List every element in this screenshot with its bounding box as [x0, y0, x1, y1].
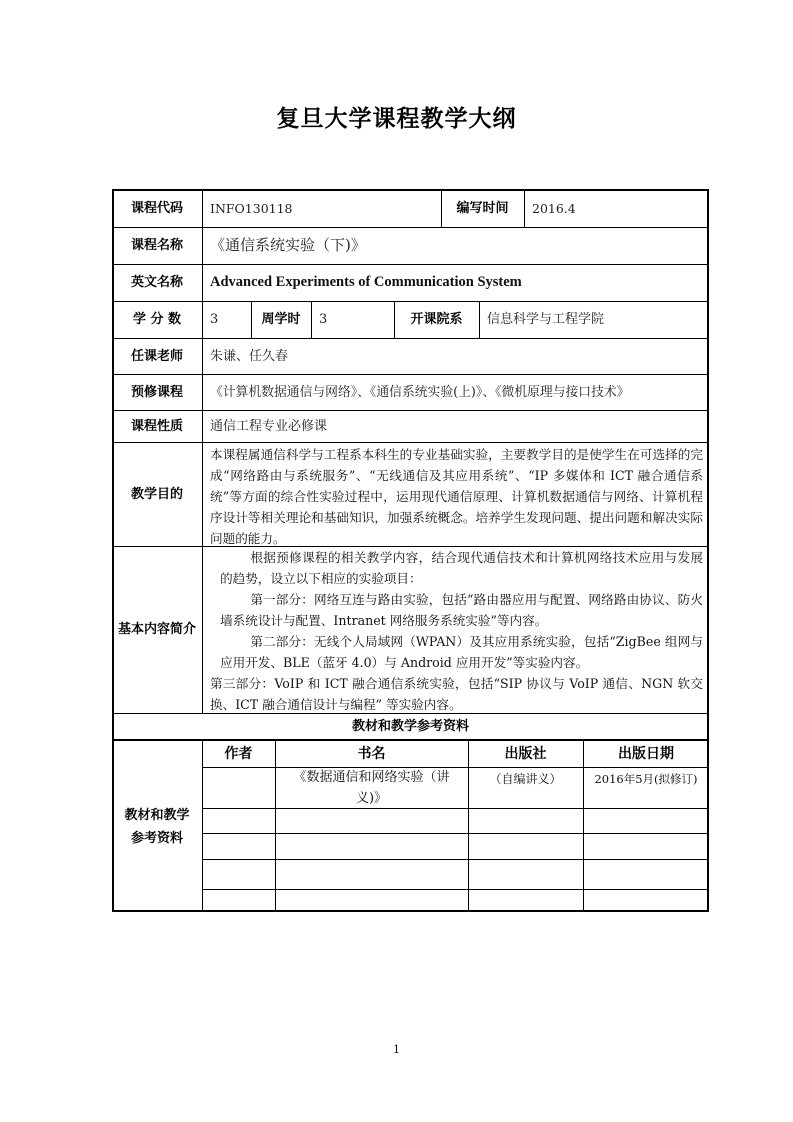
teachers-value: 朱谦、任久春: [210, 348, 289, 364]
table-cell-author: [202, 833, 275, 859]
table-cell-publisher: [468, 833, 583, 859]
english-name-label: 英文名称: [130, 275, 183, 290]
page-number: 1: [393, 1043, 400, 1056]
credits-value: 3: [210, 312, 219, 327]
credits-label: 学 分 数: [132, 312, 182, 327]
table-cell-date: [583, 808, 709, 833]
content-paragraph: 第一部分：网络互连与路由实验，包括“路由器应用与配置、网络路由协议、防火墙系统设计与配置、Intranet 网络服务系统实验”等内容。: [220, 592, 703, 628]
table-cell-author: [202, 767, 275, 808]
document-title: 复旦大学课程教学大纲: [276, 106, 517, 132]
content-paragraph: 第三部分：VoIP 和 ICT 融合通信系统实验，包括“SIP 协议与 VoIP 通信、NGN 软交换、ICT 融合通信设计与编程” 等实验内容。: [210, 676, 703, 712]
course-name-label: 课程名称: [130, 238, 183, 253]
table-cell-publisher: [468, 859, 583, 889]
weekly-hours-value: 3: [319, 312, 328, 327]
table-cell-publisher: （自编讲义）: [489, 772, 562, 786]
table-cell-title: [275, 859, 468, 889]
table-cell-publisher: [468, 808, 583, 833]
course-code-value: INFO130118: [210, 200, 293, 216]
content-paragraph: 根据预修课程的相关教学内容，结合现代通信技术和计算机网络技术应用与发展的趋势，设立以下相应的实验项目：: [220, 550, 703, 586]
references-side-label: 教材和教学参考资料: [124, 807, 190, 846]
course-name-value: 《通信系统实验（下)》: [210, 236, 366, 254]
english-name-value: Advanced Experiments of Communication System: [210, 274, 522, 290]
table-cell-title: [275, 833, 468, 859]
table-cell-title: 《数据通信和网络实验（讲义)》: [293, 770, 450, 806]
table-cell-title: [275, 808, 468, 833]
table-cell-title: [275, 889, 468, 911]
content-paragraph: 第二部分：无线个人局域网（WPAN）及其应用系统实验，包括“ZigBee 组网与应用开发、BLE（蓝牙 4.0）与 Android 应用开发”等实验内容。: [220, 634, 703, 670]
table-cell-author: [202, 808, 275, 833]
column-header-title: 书名: [357, 745, 386, 762]
table-cell-author: [202, 889, 275, 911]
column-header-publisher: 出版社: [504, 745, 547, 762]
table-cell-date: [583, 833, 709, 859]
table-cell-date: [583, 859, 709, 889]
content-label: 基本内容简介: [118, 622, 197, 637]
department-label: 开课院系: [410, 312, 463, 327]
course-nature-value: 通信工程专业必修课: [210, 418, 328, 434]
column-header-date: 出版日期: [618, 745, 674, 762]
teachers-label: 任课老师: [130, 348, 183, 364]
course-code-label: 课程代码: [130, 200, 183, 216]
department-value: 信息科学与工程学院: [487, 312, 605, 327]
table-cell-date: [583, 889, 709, 911]
table-cell-date: 2016年5月(拟修订): [594, 772, 698, 786]
content-text: [202, 546, 709, 713]
table-cell-publisher: [468, 889, 583, 911]
written-date-value: 2016.4: [532, 200, 576, 216]
objective-label: 教学目的: [130, 486, 183, 502]
table-cell-author: [202, 859, 275, 889]
prerequisites-value: 《计算机数据通信与网络》、《通信系统实验(上)》、《微机原理与接口技术》: [210, 384, 630, 400]
written-date-label: 编写时间: [456, 200, 509, 216]
objective-text: [202, 442, 709, 546]
objective-paragraph: 本课程属通信科学与工程系本科生的专业基础实验，主要教学目的是使学生在可选择的完成“网络路由与系统服务”、“无线通信及其应用系统”、“IP 多媒体和 ICT 融合通信系统”等方面的综合性实验过程中，运用现代通信原理、计算机数据通信与网络、计算机程序设计等相关理论和基础知识，加强系统概念。培养学生发现问题、提出问题和解决实际问题的能力。: [210, 447, 703, 546]
references-section-title: 教材和教学参考资料: [351, 718, 469, 734]
course-nature-label: 课程性质: [130, 418, 183, 434]
weekly-hours-label: 周学时: [261, 312, 301, 327]
prerequisites-label: 预修课程: [130, 384, 183, 400]
column-header-author: 作者: [224, 745, 253, 762]
